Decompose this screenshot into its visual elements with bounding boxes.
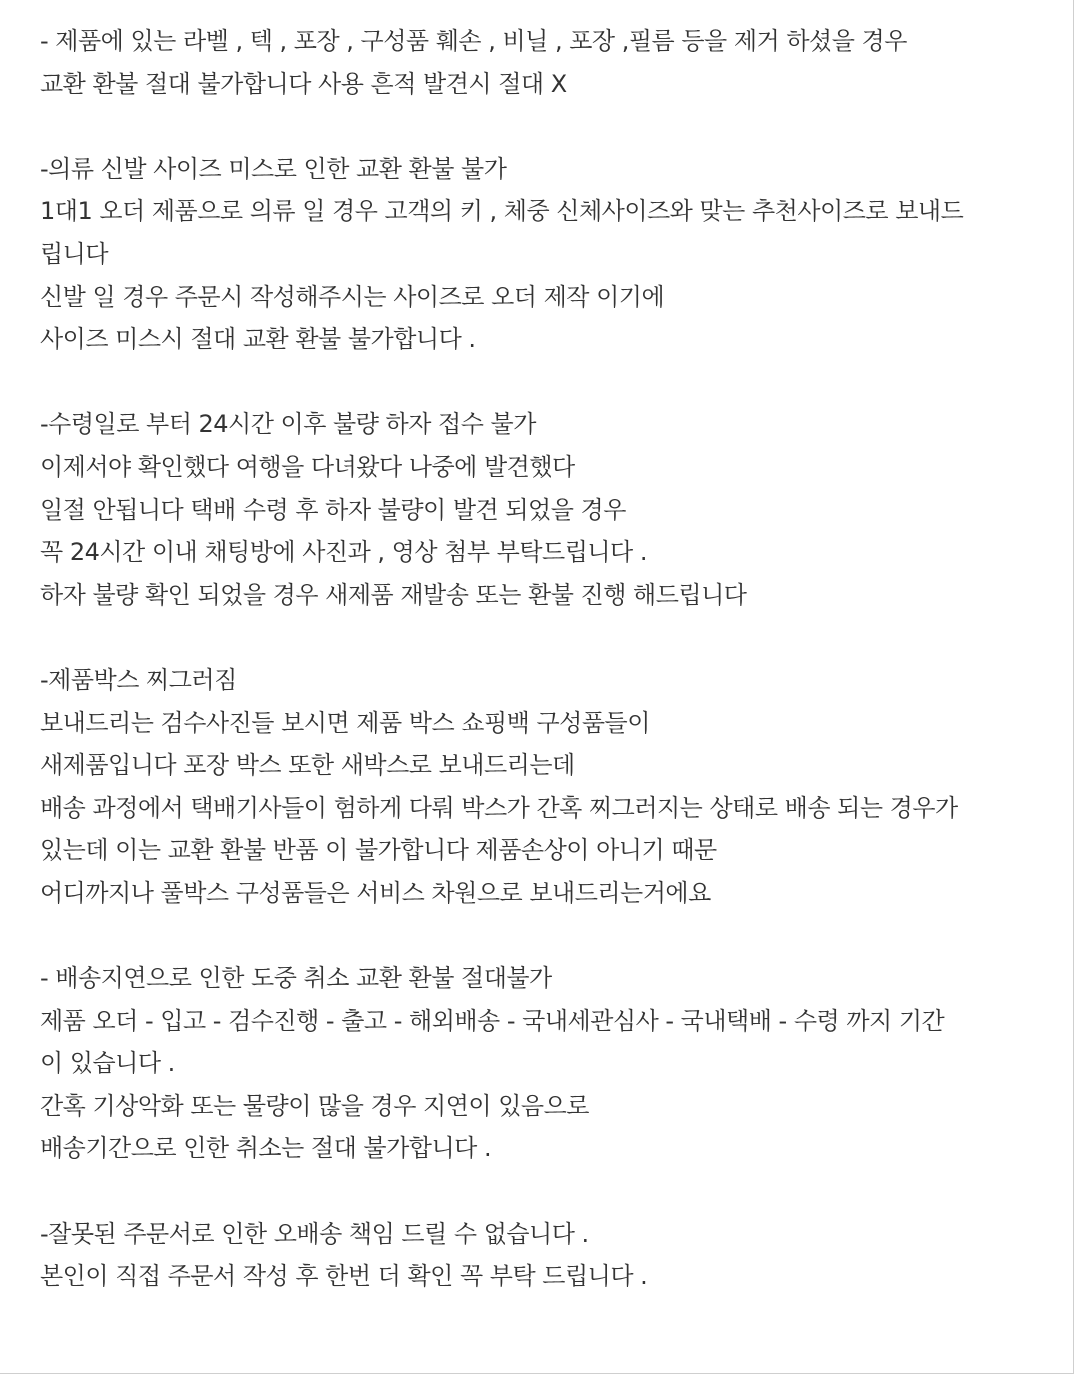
section-spacer: [40, 1170, 1040, 1213]
notice-line: 있는데 이는 교환 환불 반품 이 불가합니다 제품손상이 아니기 때문: [40, 836, 717, 865]
section-defect-24h: [40, 403, 1040, 616]
notice-line: 꼭 24시간 이내 채팅방에 사진과 , 영상 첨부 부탁드립니다 .: [40, 538, 648, 567]
notice-line: 새제품입니다 포장 박스 또한 새박스로 보내드리는데: [40, 751, 575, 780]
notice-line: 립니다: [40, 239, 109, 268]
section-damaged-packaging: [40, 20, 1040, 105]
notice-line: 보내드리는 검수사진들 보시면 제품 박스 쇼핑백 구성품들이: [40, 708, 650, 737]
notice-line: 배송 과정에서 택배기사들이 험하게 다뤄 박스가 간혹 찌그러지는 상태로 배송 되는 경우가: [40, 793, 958, 822]
section-heading: -잘못된 주문서로 인한 오배송 책임 드릴 수 없습니다 .: [40, 1219, 589, 1248]
notice-line: 신발 일 경우 주문시 작성해주시는 사이즈로 오더 제작 이기에: [40, 282, 665, 311]
notice-line: 교환 환불 절대 불가합니다 사용 흔적 발견시 절대 X: [40, 69, 567, 98]
policy-notice-text: [40, 20, 1040, 1298]
section-size-mismatch: [40, 148, 1040, 361]
notice-line: 사이즈 미스시 절대 교환 환불 불가합니다 .: [40, 325, 476, 354]
notice-line: 배송기간으로 인한 취소는 절대 불가합니다 .: [40, 1134, 492, 1163]
section-spacer: [40, 914, 1040, 957]
notice-line: 어디까지나 풀박스 구성품들은 서비스 차원으로 보내드리는거에요: [40, 878, 711, 907]
notice-line: 일절 안됩니다 택배 수령 후 하자 불량이 발견 되었을 경우: [40, 495, 626, 524]
notice-line: 간혹 기상악화 또는 물량이 많을 경우 지연이 있음으로: [40, 1091, 589, 1120]
notice-line: 1대1 오더 제품으로 의류 일 경우 고객의 키 , 체중 신체사이즈와 맞는 추천사이즈로 보내드: [40, 197, 964, 226]
notice-line: 이제서야 확인했다 여행을 다녀왔다 나중에 발견했다: [40, 452, 575, 481]
section-heading: -제품박스 찌그러짐: [40, 665, 237, 694]
notice-line: 제품 오더 - 입고 - 검수진행 - 출고 - 해외배송 - 국내세관심사 - 국내택배 - 수령 까지 기간: [40, 1006, 945, 1035]
notice-line: 하자 불량 확인 되었을 경우 새제품 재발송 또는 환불 진행 해드립니다: [40, 580, 747, 609]
section-wrong-order-form: [40, 1213, 1040, 1298]
section-shipping-delay: [40, 957, 1040, 1170]
section-crushed-box: [40, 659, 1040, 915]
notice-line: 이 있습니다 .: [40, 1049, 175, 1078]
section-heading: -의류 신발 사이즈 미스로 인한 교환 환불 불가: [40, 154, 507, 183]
section-spacer: [40, 616, 1040, 659]
section-spacer: [40, 105, 1040, 148]
section-heading: - 배송지연으로 인한 도중 취소 교환 환불 절대불가: [40, 964, 552, 993]
section-heading: -수령일로 부터 24시간 이후 불량 하자 접수 불가: [40, 410, 536, 439]
section-spacer: [40, 361, 1040, 404]
notice-line: 본인이 직접 주문서 작성 후 한번 더 확인 꼭 부탁 드립니다 .: [40, 1262, 648, 1291]
notice-line: - 제품에 있는 라벨 , 텍 , 포장 , 구성품 훼손 , 비닐 , 포장 ,필름 등을 제거 하셨을 경우: [40, 27, 907, 55]
